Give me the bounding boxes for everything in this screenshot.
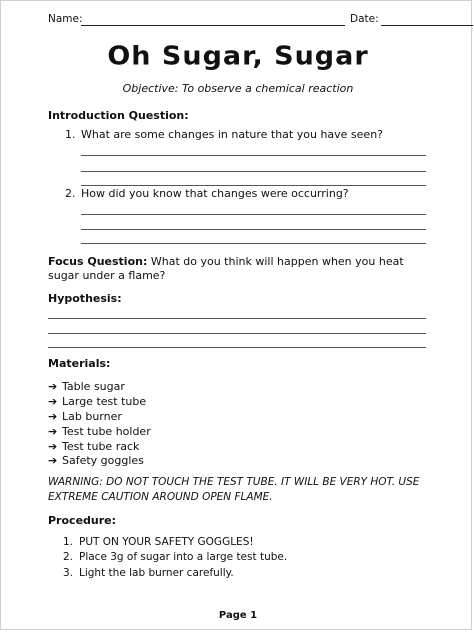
material-label: Lab burner	[62, 410, 122, 423]
arrow-icon: ➔	[48, 410, 58, 423]
step-number: 1.	[63, 536, 74, 548]
page-title: Oh Sugar, Sugar	[107, 41, 369, 72]
material-item	[48, 410, 122, 423]
name-line	[81, 25, 345, 26]
step-text: PUT ON YOUR SAFETY GOGGLES!	[79, 536, 254, 548]
arrow-icon: ➔	[48, 380, 58, 393]
material-item	[48, 425, 151, 438]
focus-text: What do you think will happen when you heat sugar under a flame?	[48, 255, 404, 282]
question-2	[65, 187, 349, 200]
material-label: Test tube rack	[62, 440, 140, 453]
answer-line	[81, 243, 426, 244]
answer-line	[81, 229, 426, 230]
step-text: Place 3g of sugar into a large test tube.	[79, 551, 288, 563]
hypothesis-line	[48, 347, 426, 348]
step-text: Light the lab burner carefully.	[79, 567, 234, 579]
material-item	[48, 380, 125, 393]
arrow-icon: ➔	[48, 440, 58, 453]
date-label: Date:	[350, 13, 379, 25]
answer-line	[81, 155, 426, 156]
question-2-text: How did you know that changes were occurring?	[81, 187, 349, 200]
material-label: Table sugar	[62, 380, 125, 393]
arrow-icon: ➔	[48, 395, 58, 408]
material-label: Large test tube	[62, 395, 147, 408]
page-number: Page 1	[218, 610, 258, 621]
hypothesis-heading: Hypothesis:	[48, 292, 122, 305]
procedure-heading: Procedure:	[48, 514, 117, 527]
material-item	[48, 395, 146, 408]
answer-line	[81, 171, 426, 172]
arrow-icon: ➔	[48, 425, 58, 438]
hypothesis-line	[48, 318, 426, 319]
question-1	[65, 128, 383, 141]
intro-heading: Introduction Question:	[48, 109, 189, 122]
step-number: 3.	[63, 567, 74, 579]
focus-question	[48, 255, 428, 283]
question-1-text: What are some changes in nature that you have seen?	[81, 128, 384, 141]
procedure-step	[63, 536, 254, 548]
name-label: Name:	[48, 13, 83, 25]
material-label: Test tube holder	[62, 425, 151, 438]
step-number: 2.	[63, 551, 74, 563]
material-label: Safety goggles	[62, 454, 144, 467]
hypothesis-line	[48, 333, 426, 334]
answer-line	[81, 214, 426, 215]
procedure-step	[63, 567, 234, 579]
answer-line	[81, 185, 426, 186]
objective: Objective: To observe a chemical reaction	[122, 82, 354, 95]
warning-text: WARNING: DO NOT TOUCH THE TEST TUBE. IT WILL BE VERY HOT. USE EXTREME CAUTION AROUND OPEN FLAME.	[48, 476, 420, 503]
question-1-number: 1.	[65, 128, 76, 141]
question-2-number: 2.	[65, 187, 76, 200]
date-line	[381, 25, 473, 26]
arrow-icon: ➔	[48, 454, 58, 467]
material-item	[48, 454, 144, 467]
focus-label: Focus Question:	[48, 255, 148, 268]
materials-heading: Materials:	[48, 357, 111, 370]
procedure-step	[63, 551, 287, 563]
material-item	[48, 440, 139, 453]
